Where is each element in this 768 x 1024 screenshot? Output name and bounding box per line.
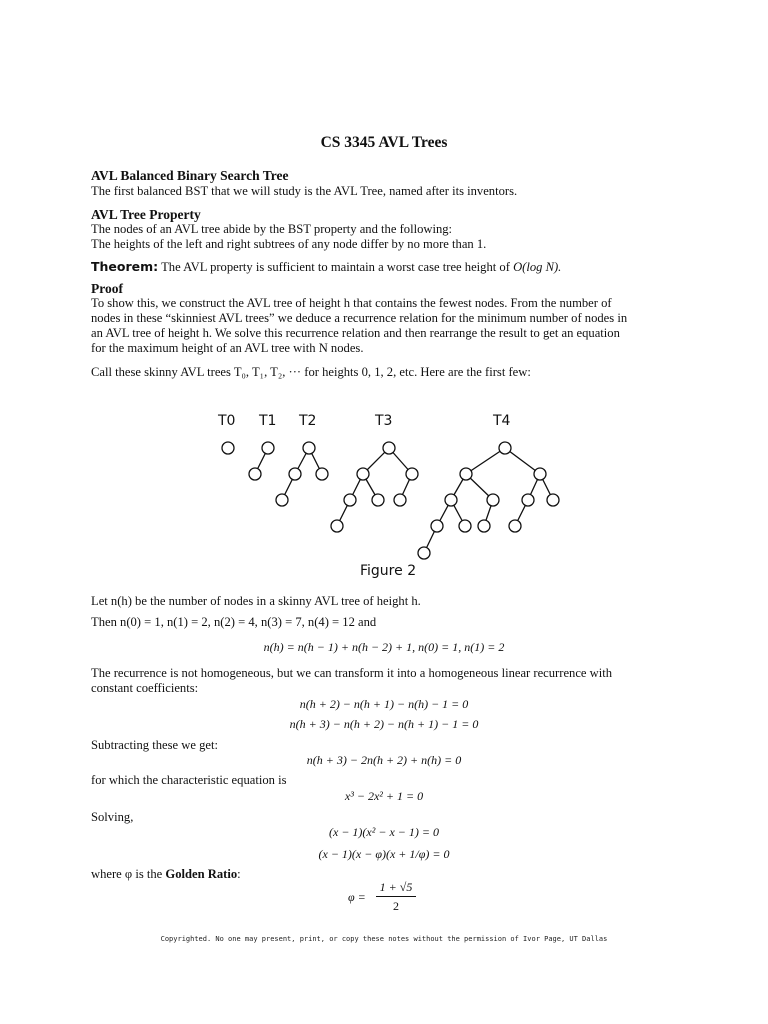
- theorem-label: Theorem:: [91, 259, 159, 274]
- let-line: Let n(h) be the number of nodes in a skinny AVL tree of height h.: [91, 594, 421, 608]
- tree-node: [303, 442, 315, 454]
- tree-node: [460, 468, 472, 480]
- theorem-bigo: O(log N).: [513, 260, 562, 274]
- copyright-footer: Copyrighted. No one may present, print, or copy these notes without the permission of Ivor Page, UT Dallas: [160, 935, 608, 943]
- tree-node: [249, 468, 261, 480]
- tree-node: [289, 468, 301, 480]
- property-line-1: The nodes of an AVL tree abide by the BST property and the following:: [91, 222, 453, 236]
- equation-3: n(h + 3) − n(h + 2) − n(h + 1) − 1 = 0: [289, 717, 479, 731]
- phi-denominator: 2: [393, 899, 399, 913]
- tree-node: [276, 494, 288, 506]
- phi-numerator: 1 + √5: [376, 880, 416, 897]
- golden-ratio-line: [91, 867, 241, 882]
- tree-node: [262, 442, 274, 454]
- tree-node: [478, 520, 490, 532]
- characteristic-line: for which the characteristic equation is: [91, 773, 287, 787]
- equation-6: (x − 1)(x² − x − 1) = 0: [329, 825, 439, 839]
- proof-line-3: an AVL tree of height h. We solve this recurrence relation and then rearrange the result to get an equation: [91, 326, 620, 340]
- property-line-2: The heights of the left and right subtrees of any node differ by no more than 1.: [91, 237, 487, 251]
- equation-7: (x − 1)(x − φ)(x + 1/φ) = 0: [318, 847, 450, 861]
- tree-node: [547, 494, 559, 506]
- tree-node: [344, 494, 356, 506]
- subtract-line: Subtracting these we get:: [91, 738, 218, 752]
- tree-node: [522, 494, 534, 506]
- section-heading-avl-property: AVL Tree Property: [91, 207, 201, 222]
- equation-recurrence: n(h) = n(h − 1) + n(h − 2) + 1, n(0) = 1, n(1) = 2: [263, 640, 505, 654]
- tree-node: [509, 520, 521, 532]
- tree-node: [445, 494, 457, 506]
- solving-line: Solving,: [91, 810, 134, 824]
- golden-ratio-prefix: where φ is the: [91, 867, 163, 881]
- tree-node: [487, 494, 499, 506]
- proof-line-1: To show this, we construct the AVL tree of height h that contains the fewest nodes. From the number of: [91, 296, 612, 310]
- section-text-avl-bst: The first balanced BST that we will study is the AVL Tree, named after its inventors.: [91, 184, 518, 198]
- tree-node: [222, 442, 234, 454]
- section-heading-avl-bst: AVL Balanced Binary Search Tree: [91, 168, 289, 183]
- tree-node: [316, 468, 328, 480]
- tree-node: [372, 494, 384, 506]
- theorem-text: The AVL property is sufficient to maintain a worst case tree height of: [161, 260, 510, 274]
- proof-call-line: Call these skinny AVL trees T₀, T₁, T₂, ··· for heights 0, 1, 2, etc. Here are the first few:: [91, 365, 531, 379]
- figure-caption: Figure 2: [360, 563, 417, 579]
- page-title: CS 3345 AVL Trees: [320, 134, 448, 151]
- tree-node: [431, 520, 443, 532]
- tree-node: [394, 494, 406, 506]
- tree-node: [499, 442, 511, 454]
- phi-lhs: φ =: [348, 890, 366, 904]
- proof-line-4: for the maximum height of an AVL tree with N nodes.: [91, 341, 364, 355]
- then-line: Then n(0) = 1, n(1) = 2, n(2) = 4, n(3) = 7, n(4) = 12 and: [91, 615, 377, 629]
- proof-heading: Proof: [91, 281, 123, 296]
- equation-5: x³ − 2x² + 1 = 0: [344, 789, 424, 803]
- figure-label-t4: T4: [493, 413, 511, 429]
- figure-label-t2: T2: [299, 413, 317, 429]
- recurrence-line-1: The recurrence is not homogeneous, but we can transform it into a homogeneous linear recurrence with: [91, 666, 613, 680]
- tree-node: [418, 547, 430, 559]
- recurrence-line-2: constant coefficients:: [91, 681, 199, 695]
- tree-node: [383, 442, 395, 454]
- tree-node: [534, 468, 546, 480]
- proof-line-2: nodes in these “skinniest AVL trees” we deduce a recurrence relation for the minimum number of nodes in: [91, 311, 628, 325]
- figure-label-t0: T0: [218, 413, 236, 429]
- figure-label-t3: T3: [375, 413, 393, 429]
- equation-2: n(h + 2) − n(h + 1) − n(h) − 1 = 0: [299, 697, 469, 711]
- tree-node: [331, 520, 343, 532]
- figure-label-t1: T1: [259, 413, 277, 429]
- tree-node: [459, 520, 471, 532]
- tree-node: [406, 468, 418, 480]
- golden-ratio-term: Golden Ratio: [165, 867, 238, 881]
- equation-4: n(h + 3) − 2n(h + 2) + n(h) = 0: [306, 753, 462, 767]
- tree-node: [357, 468, 369, 480]
- golden-ratio-colon: :: [237, 867, 241, 881]
